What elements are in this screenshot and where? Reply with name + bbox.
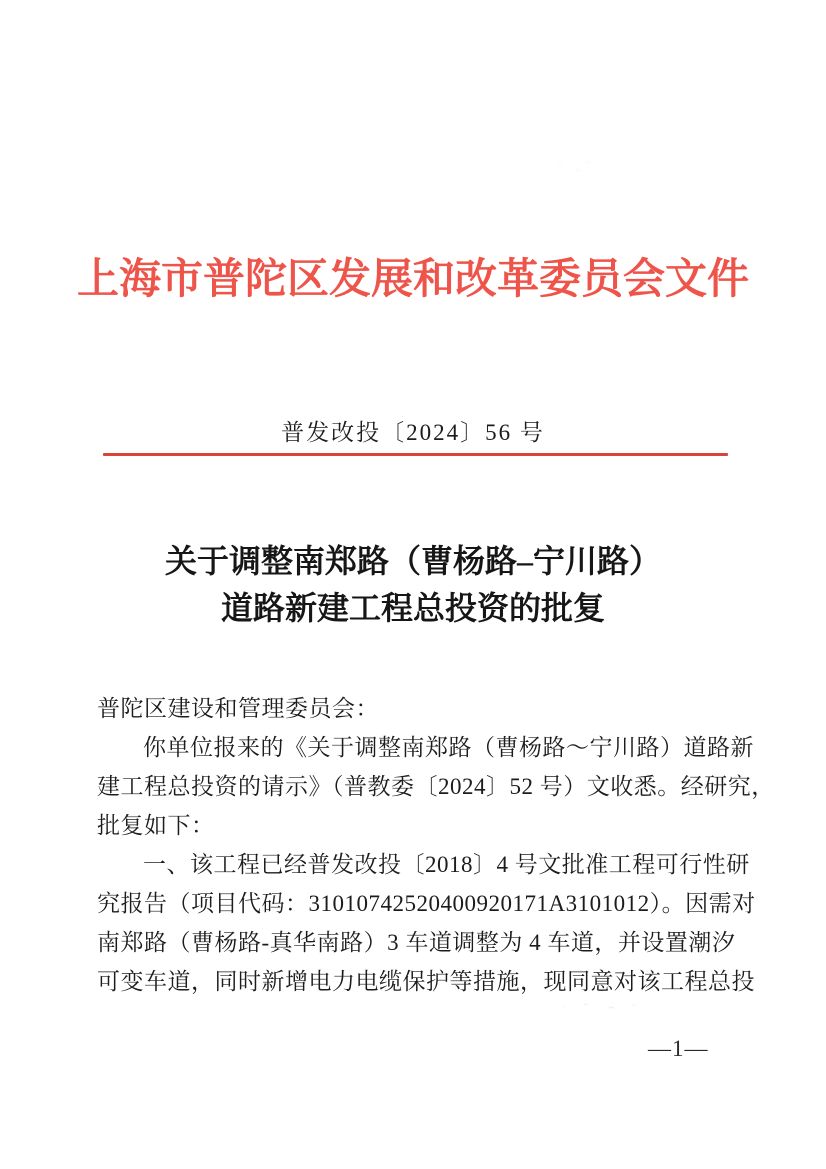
page-number: —1— (648, 1036, 709, 1061)
body-line: 南郑路（曹杨路-真华南路）3 车道调整为 4 车道，并设置潮汐 (97, 930, 736, 955)
body-line: 究报告（项目代码：31010742520400920171A3101012）。因需对 (97, 891, 756, 916)
salutation-line: 普陀区建设和管理委员会： (97, 696, 379, 721)
letterhead-title: 上海市普陀区发展和改革委员会文件 (76, 257, 749, 303)
document-title-line1: 关于调整南郑路（曹杨路–宁川路） (164, 543, 661, 579)
body-line: 批复如下： (97, 813, 215, 838)
body-line: 一、该工程已经普发改投〔2018〕4 号文批准工程可行性研 (143, 852, 750, 877)
document-title-line2: 道路新建工程总投资的批复 (220, 590, 605, 626)
document-body (97, 689, 775, 1001)
body-line: 建工程总投资的请示》（普教委〔2024〕52 号）文收悉。经研究， (97, 774, 775, 799)
document-number: 普发改投〔2024〕56 号 (281, 420, 545, 445)
body-line: 可变车道，同时新增电力电缆保护等措施，现同意对该工程总投 (97, 969, 755, 994)
document-title (0, 538, 826, 632)
scan-artifact-top (538, 152, 610, 178)
red-separator-line (103, 453, 728, 456)
body-line: 你单位报来的《关于调整南郑路（曹杨路～宁川路）道路新 (143, 735, 754, 760)
